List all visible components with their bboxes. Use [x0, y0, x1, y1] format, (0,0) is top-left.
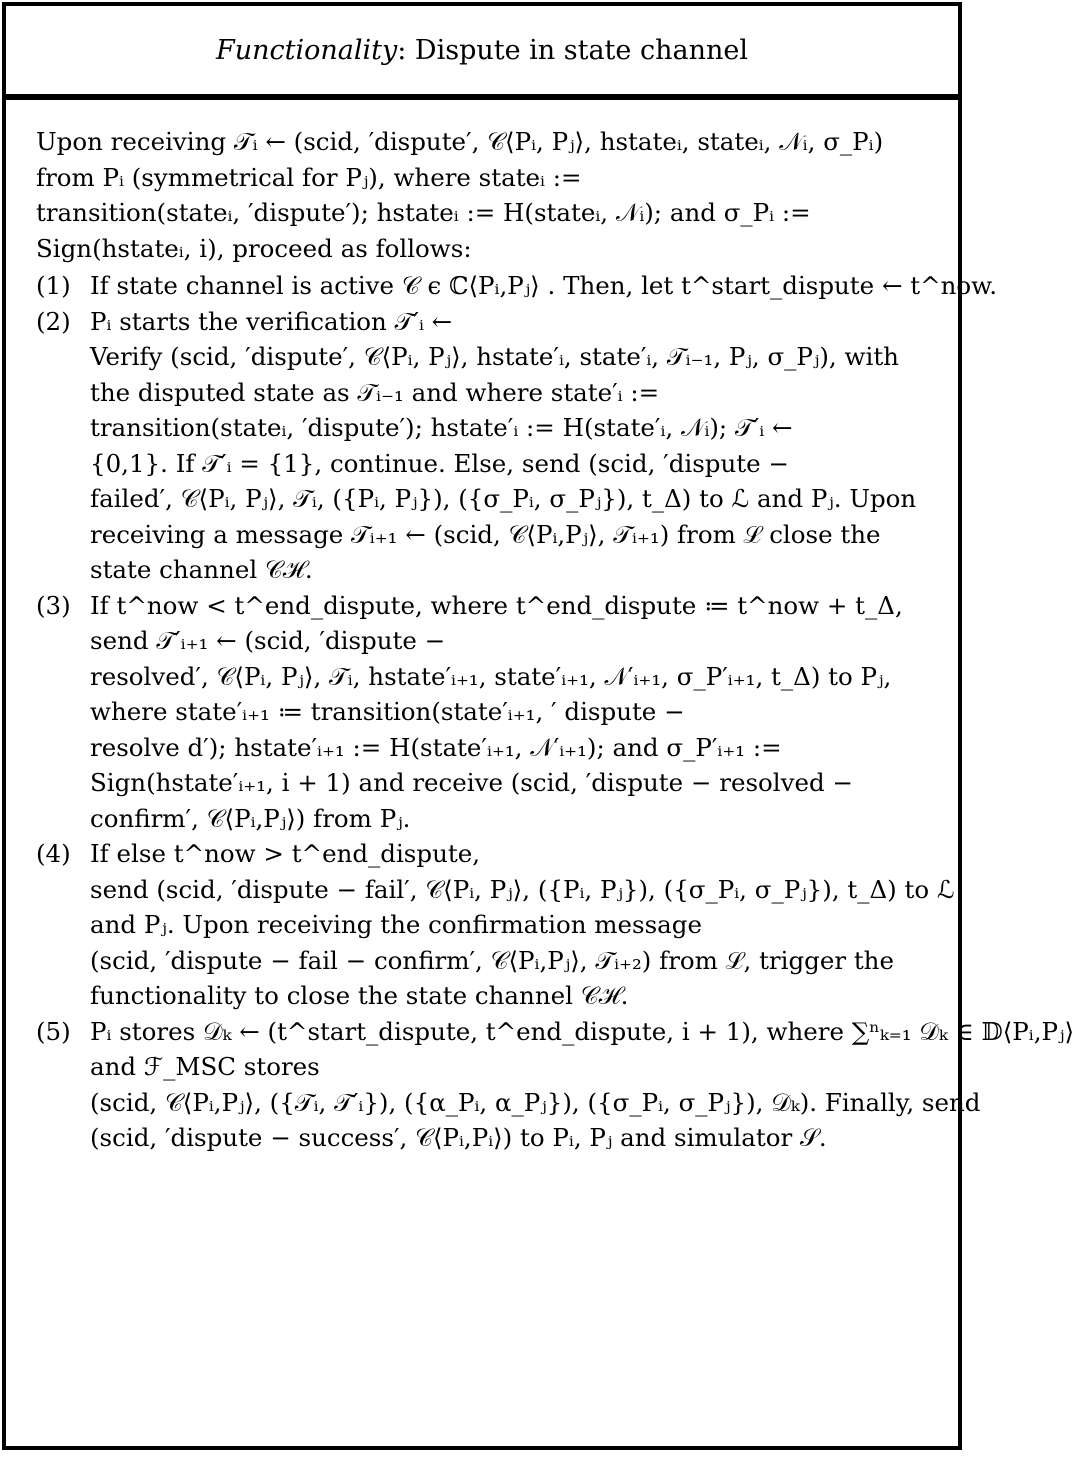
intro-line: Upon receiving 𝒯ᵢ ← (scid, ′dispute′, 𝒞⟨Pᵢ, Pⱼ⟩, hstateᵢ, stateᵢ, 𝒩ᵢ, σ_Pᵢ): [36, 127, 884, 156]
intro-line: transition(stateᵢ, ′dispute′); hstateᵢ := H(stateᵢ, 𝒩ᵢ); and σ_Pᵢ :=: [36, 198, 811, 228]
step-line: (scid, ′dispute − success′, 𝒞⟨Pᵢ,Pᵢ⟩) to Pᵢ, Pⱼ and simulator 𝒮.: [90, 1123, 827, 1153]
step-line: {0,1}. If 𝒯′ᵢ = {1}, continue. Else, send (scid, ′dispute −: [90, 448, 789, 478]
step-body: [90, 1014, 1074, 1156]
step-body: [90, 588, 940, 837]
step-line: If t^now < t^end_dispute, where t^end_dispute ≔ t^now + t_Δ,: [90, 590, 903, 620]
step-body: [90, 836, 955, 1014]
step-number: (2): [36, 306, 71, 336]
step-line: receiving a message 𝒯ᵢ₊₁ ← (scid, 𝒞⟨Pᵢ,Pⱼ⟩, 𝒯ᵢ₊₁) from ℒ close the: [90, 519, 881, 549]
step-5: [36, 1014, 1074, 1156]
intro-line: Sign(hstateᵢ, i), proceed as follows:: [36, 233, 472, 263]
intro-paragraph: [36, 124, 940, 266]
step-line: confirm′, 𝒞⟨Pᵢ,Pⱼ⟩) from Pⱼ.: [90, 803, 411, 833]
step-line: resolve d′); hstate′ᵢ₊₁ := H(state′ᵢ₊₁, 𝒩′ᵢ₊₁); and σ_P′ᵢ₊₁ :=: [90, 732, 782, 762]
step-number: (4): [36, 839, 71, 869]
functionality-title: [6, 6, 958, 100]
step-line: resolved′, 𝒞⟨Pᵢ, Pⱼ⟩, 𝒯ᵢ, hstate′ᵢ₊₁, state′ᵢ₊₁, 𝒩′ᵢ₊₁, σ_P′ᵢ₊₁, t_Δ) to Pⱼ,: [90, 661, 892, 691]
step-line: where state′ᵢ₊₁ ≔ transition(state′ᵢ₊₁, ′ dispute −: [90, 697, 685, 727]
step-line: and Pⱼ. Upon receiving the confirmation message: [90, 910, 702, 940]
step-line: If else t^now > t^end_dispute,: [90, 839, 480, 869]
functionality-body: [36, 124, 1074, 1156]
step-2: [36, 304, 940, 588]
step-line: Pᵢ starts the verification 𝒯′ᵢ ←: [90, 306, 453, 336]
step-3: [36, 588, 940, 837]
step-line: transition(stateᵢ, ′dispute′); hstate′ᵢ := H(state′ᵢ, 𝒩ᵢ); 𝒯′ᵢ ←: [90, 413, 793, 443]
title-rest: : Dispute in state channel: [397, 34, 748, 66]
step-1: [36, 268, 998, 304]
step-line: (scid, ′dispute − fail − confirm′, 𝒞⟨Pᵢ,Pⱼ⟩, 𝒯ᵢ₊₂) from ℒ, trigger the: [90, 945, 894, 975]
step-line: send 𝒯′ᵢ₊₁ ← (scid, ′dispute −: [90, 626, 446, 656]
step-line: functionality to close the state channel 𝒞ℋ.: [90, 981, 629, 1011]
step-number: (3): [36, 590, 71, 620]
step-line: and ℱ_MSC stores: [90, 1052, 320, 1082]
step-line: Sign(hstate′ᵢ₊₁, i + 1) and receive (scid, ′dispute − resolved −: [90, 768, 853, 798]
step-4: [36, 836, 955, 1014]
step-line: the disputed state as 𝒯ᵢ₋₁ and where state′ᵢ :=: [90, 377, 660, 407]
step-line: Pᵢ stores 𝒟ₖ ← (t^start_dispute, t^end_dispute, i + 1), where ∑ⁿₖ₌₁ 𝒟ₖ ∈ 𝔻⟨Pᵢ,Pⱼ⟩: [90, 1016, 1074, 1046]
step-line: state channel 𝒞ℋ.: [90, 555, 313, 585]
step-body: [90, 268, 997, 304]
step-number: (1): [36, 271, 71, 301]
step-number: (5): [36, 1016, 71, 1046]
functionality-box: [2, 2, 1074, 1450]
step-line: send (scid, ′dispute − fail′, 𝒞⟨Pᵢ, Pⱼ⟩, ({Pᵢ, Pⱼ}), ({σ_Pᵢ, σ_Pⱼ}), t_Δ) to ℒ: [90, 874, 955, 904]
step-line: (scid, 𝒞⟨Pᵢ,Pⱼ⟩, ({𝒯ᵢ, 𝒯′ᵢ}), ({α_Pᵢ, α_Pⱼ}), ({σ_Pᵢ, σ_Pⱼ}), 𝒟ₖ). Finally, send: [90, 1087, 981, 1117]
title-italic: Functionality: [216, 34, 398, 66]
step-line: Verify (scid, ′dispute′, 𝒞⟨Pᵢ, Pⱼ⟩, hstate′ᵢ, state′ᵢ, 𝒯ᵢ₋₁, Pⱼ, σ_Pⱼ), with: [90, 342, 899, 372]
intro-line: from Pᵢ (symmetrical for Pⱼ), where stateᵢ :=: [36, 162, 582, 192]
step-body: [90, 304, 940, 588]
step-line: If state channel is active 𝒞 ϵ ℂ⟨Pᵢ,Pⱼ⟩ . Then, let t^start_dispute ← t^now.: [90, 271, 998, 301]
step-line: failed′, 𝒞⟨Pᵢ, Pⱼ⟩, 𝒯ᵢ, ({Pᵢ, Pⱼ}), ({σ_Pᵢ, σ_Pⱼ}), t_Δ) to ℒ and Pⱼ. Upon: [90, 484, 917, 514]
